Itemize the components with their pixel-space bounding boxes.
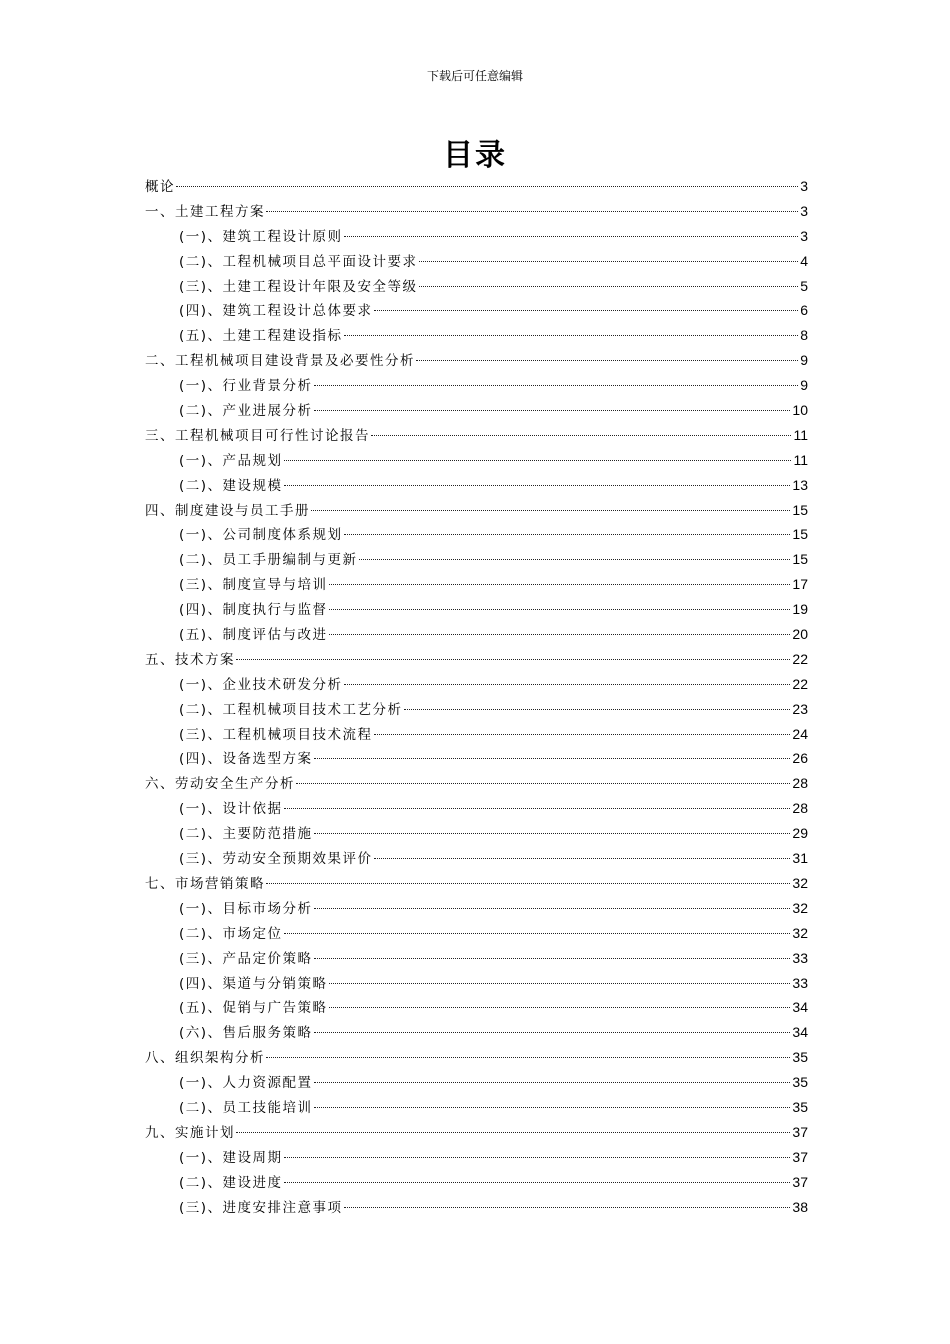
toc-entry-page-number: 35: [792, 1098, 808, 1115]
toc-entry[interactable]: [145, 771, 808, 796]
toc-entry-page-number: 19: [792, 601, 808, 618]
toc-entry-label: (一)、公司制度体系规划: [179, 527, 343, 544]
toc-entry[interactable]: [145, 373, 808, 398]
toc-dot-leader: [314, 410, 791, 411]
toc-entry[interactable]: [145, 871, 808, 896]
toc-dot-leader: [314, 1107, 791, 1108]
toc-entry[interactable]: [145, 249, 808, 274]
toc-entry-label: 九、实施计划: [145, 1124, 235, 1141]
toc-entry-label: (一)、产品规划: [179, 452, 283, 469]
toc-entry[interactable]: [145, 896, 808, 921]
toc-dot-leader: [314, 833, 791, 834]
toc-entry-label: (二)、员工技能培训: [179, 1099, 313, 1116]
toc-entry-page-number: 22: [792, 675, 808, 692]
toc-dot-leader: [374, 310, 799, 311]
toc-entry-label: 一、土建工程方案: [145, 203, 265, 220]
toc-entry-label: (二)、工程机械项目技术工艺分析: [179, 701, 403, 718]
toc-entry[interactable]: [145, 1170, 808, 1195]
toc-entry-label: (四)、设备选型方案: [179, 751, 313, 768]
toc-entry[interactable]: [145, 1070, 808, 1095]
toc-entry-page-number: 4: [800, 252, 808, 269]
toc-entry-page-number: 13: [792, 476, 808, 493]
toc-entry[interactable]: [145, 298, 808, 323]
toc-dot-leader: [419, 261, 799, 262]
toc-entry[interactable]: [145, 522, 808, 547]
toc-dot-leader: [374, 734, 791, 735]
toc-entry-label: (一)、建筑工程设计原则: [179, 228, 343, 245]
toc-entry-page-number: 37: [792, 1148, 808, 1165]
toc-entry-page-number: 8: [800, 327, 808, 344]
toc-dot-leader: [371, 435, 791, 436]
toc-entry-label: (三)、土建工程设计年限及安全等级: [179, 278, 418, 295]
toc-entry-page-number: 32: [792, 899, 808, 916]
toc-entry-label: (五)、促销与广告策略: [179, 1000, 328, 1017]
toc-entry[interactable]: [145, 597, 808, 622]
toc-entry[interactable]: [145, 1195, 808, 1220]
toc-dot-leader: [284, 808, 791, 809]
table-of-contents: [145, 174, 808, 1219]
toc-entry-label: (四)、渠道与分销策略: [179, 975, 328, 992]
toc-dot-leader: [284, 933, 791, 934]
toc-entry-label: (一)、设计依据: [179, 801, 283, 818]
toc-entry[interactable]: [145, 647, 808, 672]
toc-entry-label: (一)、人力资源配置: [179, 1075, 313, 1092]
toc-entry-page-number: 3: [800, 227, 808, 244]
toc-dot-leader: [266, 1057, 790, 1058]
toc-entry[interactable]: [145, 498, 808, 523]
toc-entry[interactable]: [145, 274, 808, 299]
toc-entry-label: (二)、建设规模: [179, 477, 283, 494]
toc-entry[interactable]: [145, 1120, 808, 1145]
toc-entry[interactable]: [145, 448, 808, 473]
toc-entry-label: (二)、工程机械项目总平面设计要求: [179, 253, 418, 270]
toc-entry-label: (二)、建设进度: [179, 1174, 283, 1191]
toc-entry[interactable]: [145, 796, 808, 821]
toc-entry-page-number: 11: [793, 451, 808, 468]
toc-entry-label: (一)、目标市场分析: [179, 900, 313, 917]
toc-entry-page-number: 17: [792, 576, 808, 593]
toc-entry-page-number: 34: [792, 999, 808, 1016]
toc-entry[interactable]: [145, 1045, 808, 1070]
toc-dot-leader: [284, 460, 792, 461]
toc-entry-label: (三)、劳动安全预期效果评价: [179, 851, 373, 868]
toc-entry[interactable]: [145, 1095, 808, 1120]
toc-entry-label: (五)、制度评估与改进: [179, 627, 328, 644]
toc-dot-leader: [284, 1182, 791, 1183]
toc-entry-label: (一)、企业技术研发分析: [179, 676, 343, 693]
toc-entry-page-number: 29: [792, 825, 808, 842]
toc-entry-page-number: 9: [800, 352, 808, 369]
toc-entry-label: (二)、产业进展分析: [179, 403, 313, 420]
toc-entry-page-number: 3: [800, 202, 808, 219]
toc-dot-leader: [314, 958, 791, 959]
toc-dot-leader: [311, 510, 790, 511]
toc-dot-leader: [284, 1157, 791, 1158]
toc-entry-label: 二、工程机械项目建设背景及必要性分析: [145, 353, 415, 370]
toc-entry[interactable]: [145, 1020, 808, 1045]
toc-title: 目录: [443, 138, 507, 173]
toc-entry-label: 概论: [145, 179, 175, 195]
toc-entry-label: (四)、建筑工程设计总体要求: [179, 303, 373, 320]
toc-entry[interactable]: [145, 348, 808, 373]
toc-entry-page-number: 15: [792, 501, 808, 518]
toc-entry-page-number: 20: [792, 626, 808, 643]
toc-entry-page-number: 35: [792, 1049, 808, 1066]
toc-entry-page-number: 10: [792, 402, 808, 419]
toc-dot-leader: [344, 1207, 791, 1208]
toc-dot-leader: [419, 286, 799, 287]
toc-dot-leader: [344, 335, 799, 336]
toc-entry[interactable]: [145, 174, 808, 199]
toc-dot-leader: [359, 559, 791, 560]
toc-dot-leader: [236, 659, 790, 660]
toc-entry-label: (五)、土建工程建设指标: [179, 328, 343, 345]
toc-entry-page-number: 37: [792, 1173, 808, 1190]
toc-entry[interactable]: [145, 572, 808, 597]
toc-entry[interactable]: [145, 846, 808, 871]
toc-entry[interactable]: [145, 722, 808, 747]
toc-dot-leader: [329, 609, 791, 610]
toc-entry[interactable]: [145, 199, 808, 224]
toc-dot-leader: [314, 385, 799, 386]
toc-dot-leader: [329, 634, 791, 635]
toc-entry[interactable]: [145, 697, 808, 722]
toc-dot-leader: [329, 584, 791, 585]
toc-entry-page-number: 28: [792, 800, 808, 817]
page-header-note: 下载后可任意编辑: [426, 69, 523, 83]
toc-entry-page-number: 15: [792, 551, 808, 568]
toc-dot-leader: [329, 983, 791, 984]
toc-entry-page-number: 38: [792, 1198, 808, 1215]
toc-dot-leader: [296, 783, 790, 784]
toc-entry-page-number: 35: [792, 1074, 808, 1091]
toc-entry[interactable]: [145, 971, 808, 996]
toc-dot-leader: [266, 883, 790, 884]
toc-dot-leader: [314, 908, 791, 909]
toc-entry-page-number: 33: [792, 949, 808, 966]
toc-entry-label: (三)、产品定价策略: [179, 950, 313, 967]
toc-dot-leader: [416, 360, 798, 361]
toc-dot-leader: [374, 858, 791, 859]
toc-entry-page-number: 34: [792, 1024, 808, 1041]
toc-dot-leader: [314, 1082, 791, 1083]
toc-dot-leader: [314, 758, 791, 759]
toc-entry[interactable]: [145, 821, 808, 846]
toc-entry[interactable]: [145, 323, 808, 348]
toc-dot-leader: [344, 236, 799, 237]
toc-entry-label: 六、劳动安全生产分析: [145, 776, 295, 793]
toc-entry-label: (六)、售后服务策略: [179, 1025, 313, 1042]
toc-dot-leader: [404, 709, 791, 710]
toc-entry[interactable]: [145, 995, 808, 1020]
toc-dot-leader: [314, 1032, 791, 1033]
toc-entry-page-number: 37: [792, 1123, 808, 1140]
toc-entry-page-number: 33: [792, 974, 808, 991]
toc-entry-page-number: 22: [792, 650, 808, 667]
toc-entry-label: (二)、市场定位: [179, 925, 283, 942]
toc-entry-label: (三)、制度宣导与培训: [179, 577, 328, 594]
toc-dot-leader: [236, 1132, 790, 1133]
toc-entry-page-number: 32: [792, 924, 808, 941]
toc-entry-page-number: 15: [792, 526, 808, 543]
toc-entry-label: (一)、行业背景分析: [179, 378, 313, 395]
toc-entry-page-number: 3: [800, 178, 808, 194]
toc-entry[interactable]: [145, 473, 808, 498]
toc-entry-label: (二)、员工手册编制与更新: [179, 552, 358, 569]
toc-entry[interactable]: [145, 672, 808, 697]
toc-dot-leader: [284, 485, 791, 486]
toc-entry-page-number: 6: [800, 302, 808, 319]
toc-entry[interactable]: [145, 921, 808, 946]
toc-entry-page-number: 28: [792, 775, 808, 792]
toc-entry-label: (二)、主要防范措施: [179, 826, 313, 843]
toc-entry[interactable]: [145, 398, 808, 423]
toc-entry[interactable]: [145, 746, 808, 771]
toc-entry-label: 五、技术方案: [145, 651, 235, 668]
toc-entry-page-number: 9: [800, 377, 808, 394]
toc-entry-label: 七、市场营销策略: [145, 875, 265, 892]
toc-dot-leader: [329, 1007, 791, 1008]
toc-entry[interactable]: [145, 224, 808, 249]
toc-entry[interactable]: [145, 946, 808, 971]
toc-dot-leader: [176, 186, 798, 187]
toc-entry-page-number: 5: [800, 277, 808, 294]
toc-entry-page-number: 23: [792, 700, 808, 717]
toc-entry-page-number: 24: [792, 725, 808, 742]
toc-entry-label: 四、制度建设与员工手册: [145, 502, 310, 519]
toc-entry[interactable]: [145, 547, 808, 572]
toc-entry-page-number: 11: [793, 426, 808, 443]
toc-entry-page-number: 26: [792, 750, 808, 767]
toc-entry-label: 八、组织架构分析: [145, 1050, 265, 1067]
toc-entry[interactable]: [145, 622, 808, 647]
toc-entry-label: (三)、进度安排注意事项: [179, 1199, 343, 1216]
toc-entry-label: (四)、制度执行与监督: [179, 602, 328, 619]
toc-dot-leader: [266, 211, 798, 212]
toc-entry-label: (一)、建设周期: [179, 1149, 283, 1166]
toc-entry-label: (三)、工程机械项目技术流程: [179, 726, 373, 743]
toc-dot-leader: [344, 684, 791, 685]
toc-entry-label: 三、工程机械项目可行性讨论报告: [145, 427, 370, 444]
toc-entry[interactable]: [145, 423, 808, 448]
toc-entry-page-number: 31: [792, 850, 808, 867]
toc-entry-page-number: 32: [792, 874, 808, 891]
toc-entry[interactable]: [145, 1145, 808, 1170]
toc-dot-leader: [344, 534, 791, 535]
